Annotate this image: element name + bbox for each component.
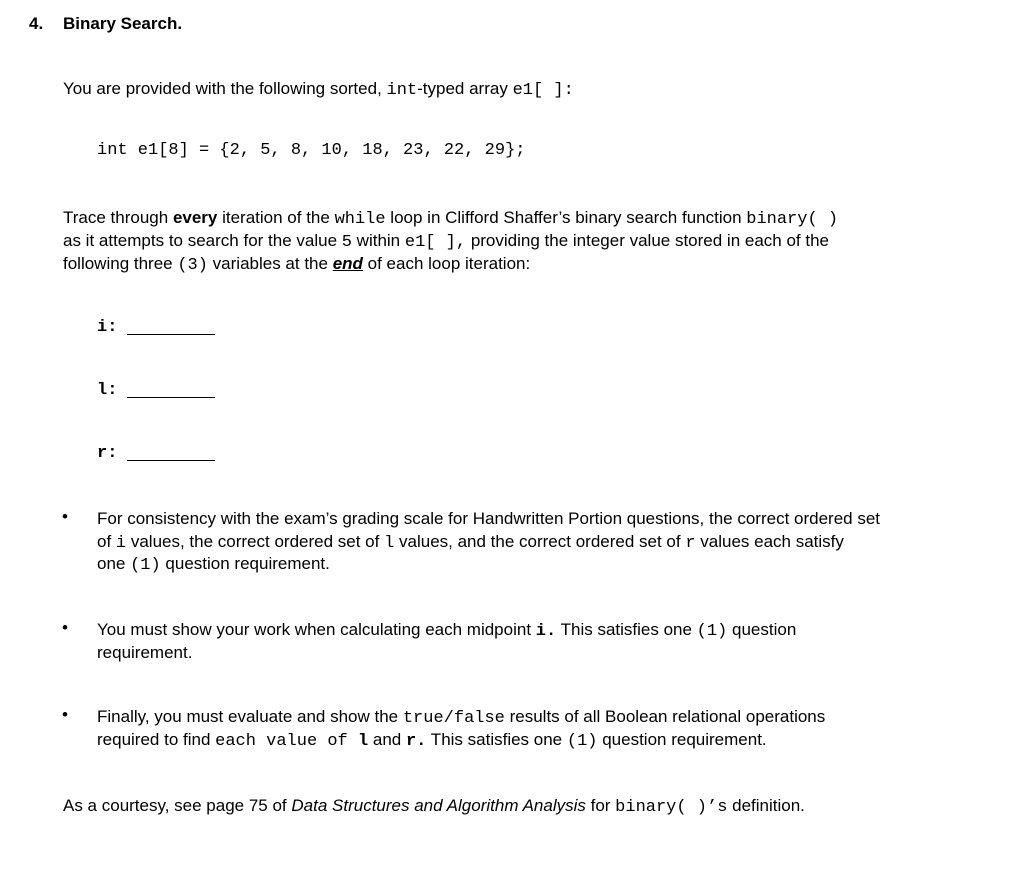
courtesy-text: for <box>585 796 616 815</box>
trace-text: variables at the <box>207 254 333 273</box>
trace-text: providing the integer value stored in each of the <box>466 231 829 250</box>
trace-text: iteration of the <box>217 208 335 227</box>
trace-code-three: (3) <box>177 256 208 275</box>
array-declaration: int e1[8] = {2, 5, 8, 10, 18, 23, 22, 29}; <box>97 141 526 160</box>
intro-code-array: e1[ ]: <box>512 81 574 100</box>
intro-text-mid: -typed array <box>417 79 513 98</box>
variable-label: l: <box>97 381 118 400</box>
bullet-code-each-value: each value of <box>215 732 348 751</box>
trace-text: following three <box>63 254 178 273</box>
bullet-text: and <box>368 730 406 749</box>
variable-i-row <box>97 316 215 337</box>
bullet-text: Finally, you must evaluate and show the <box>97 707 403 726</box>
variable-label: r: <box>97 444 118 463</box>
bullet-1-line-3 <box>97 552 330 577</box>
bullet-code-one: (1) <box>130 556 161 575</box>
intro-code-int: int <box>386 81 418 100</box>
bullet-code-one: (1) <box>566 732 598 751</box>
courtesy-text: As a courtesy, see page 75 of <box>63 796 292 815</box>
bullet-code-midpoint: i. <box>535 622 557 641</box>
question-number: 4. <box>29 14 44 33</box>
trace-code-array: e1[ ], <box>404 233 467 252</box>
trace-code-while: while <box>334 210 386 229</box>
answer-blank <box>127 460 215 461</box>
question-title: Binary Search. <box>63 14 183 33</box>
bullet-text: question <box>727 620 797 639</box>
trace-paragraph-line-2 <box>63 229 829 254</box>
bullet-icon: • <box>62 618 68 637</box>
bullet-icon: • <box>62 507 68 526</box>
trace-emphasis-end: end <box>332 254 363 273</box>
bullet-text: You must show your work when calculating each midpoint <box>97 620 536 639</box>
trace-paragraph-line-1 <box>63 206 838 231</box>
variable-label: i: <box>97 318 118 337</box>
trace-paragraph-line-3 <box>63 252 530 277</box>
bullet-text: values each satisfy <box>695 532 844 551</box>
bullet-code-l <box>348 732 368 751</box>
bullet-text: This satisfies one <box>556 620 697 639</box>
book-title: Data Structures and Algorithm Analysis <box>291 796 586 815</box>
bullet-code-l: l <box>384 534 395 553</box>
bullet-text: This satisfies one <box>426 730 567 749</box>
trace-code-value: 5 <box>341 233 352 252</box>
bullet-code-i: i <box>115 534 127 553</box>
bullet-text: values, and the correct ordered set of <box>394 532 686 551</box>
bullet-text: required to find <box>97 730 216 749</box>
trace-text: as it attempts to search for the value <box>63 231 342 250</box>
courtesy-code-binary: binary( )’s <box>615 798 728 817</box>
bullet-text: of <box>97 532 116 551</box>
bullet-text: question requirement. <box>160 554 330 573</box>
bullet-3-line-1 <box>97 705 825 730</box>
trace-code-binary: binary( ) <box>746 210 839 229</box>
trace-text: Trace through <box>63 208 173 227</box>
bullet-text: results of all Boolean relational operations <box>504 707 826 726</box>
bullet-code-r: r <box>685 534 696 553</box>
intro-text: You are provided with the following sorted, <box>63 79 387 98</box>
courtesy-line <box>63 794 805 819</box>
trace-bold-every: every <box>172 208 218 227</box>
bullet-2-line-2: requirement. <box>97 643 193 662</box>
bullet-text: question requirement. <box>597 730 767 749</box>
bullet-text: values, the correct ordered set of <box>126 532 385 551</box>
trace-text: of each loop iteration: <box>362 254 531 273</box>
bullet-code-l-text: l <box>357 732 369 751</box>
bullet-2-line-1 <box>97 618 796 643</box>
bullet-code-true-false: true/false <box>402 709 505 728</box>
bullet-icon: • <box>62 705 68 724</box>
bullet-text: one <box>97 554 131 573</box>
intro-paragraph <box>63 77 574 102</box>
bullet-3-line-2 <box>97 728 767 753</box>
variable-r-row <box>97 442 215 463</box>
answer-blank <box>127 334 215 335</box>
bullet-1-line-1: For consistency with the exam’s grading scale for Handwritten Portion questions, the correct ordered set <box>97 509 881 528</box>
courtesy-text: definition. <box>727 796 805 815</box>
answer-blank <box>127 397 215 398</box>
bullet-code-r: r. <box>405 732 427 751</box>
trace-text: loop in Clifford Shaffer’s binary search function <box>385 208 747 227</box>
variable-l-row <box>97 379 215 400</box>
trace-text: within <box>351 231 405 250</box>
bullet-code-one: (1) <box>696 622 728 641</box>
